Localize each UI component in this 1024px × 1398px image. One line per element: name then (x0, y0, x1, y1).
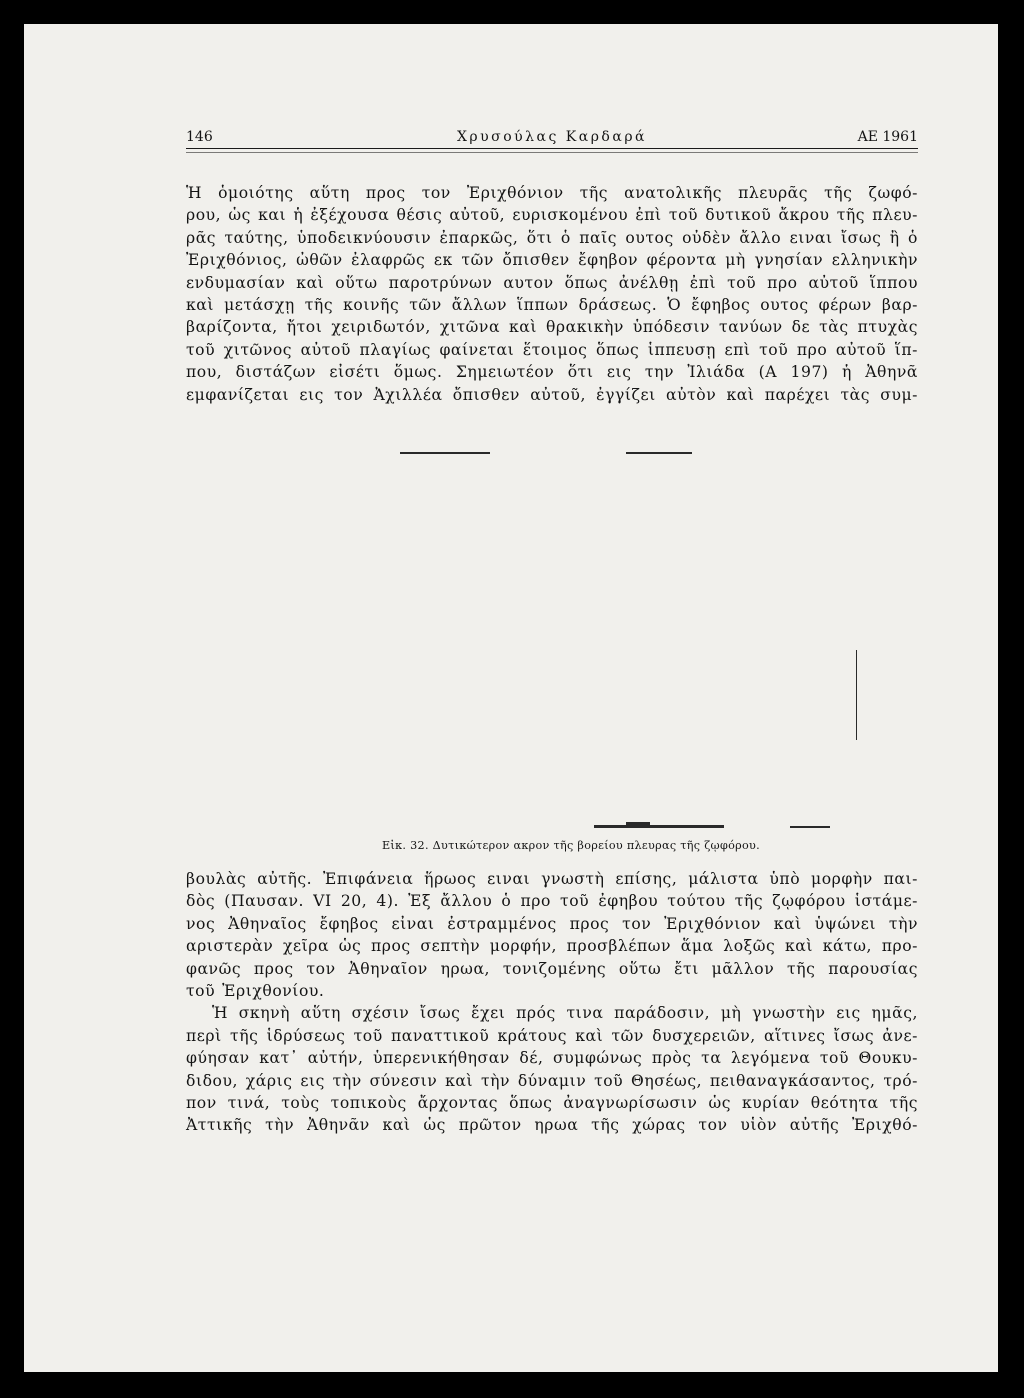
text-line: ρου, ὡς και ἡ ἐξέχουσα θέσις αὐτοῦ, ευρισκομένου ἐπὶ τοῦ δυτικοῦ ἄκρου τῆς πλευ- (186, 206, 918, 225)
text-line: εμφανίζεται εις τον Ἀχιλλέα ὄπισθεν αὐτοῦ, ἐγγίζει αὐτὸν καὶ παρέχει τὰς συμ- (186, 385, 918, 404)
figure (186, 444, 918, 852)
header-rule (186, 152, 918, 153)
page-number: 146 (186, 129, 213, 145)
text-line: αριστερὰν χεῖρα ὡς προς σεπτὴν μορφήν, προσβλέπων ἅμα λοξῶς καὶ κάτω, προ- (186, 937, 918, 956)
running-head-author: Χρυσούλας Καρδαρά (456, 129, 648, 145)
text-line: Ἡ σκηνὴ αὕτη σχέσιν ἴσως ἔχει πρός τινα παράδοσιν, μὴ γνωστὴν εις ημᾶς, (212, 1004, 918, 1023)
text-line: Ἡ ὁμοιότης αὕτη προς τον Ἐριχθόνιον τῆς ανατολικῆς πλευρᾶς τῆς ζωφό- (186, 184, 918, 202)
text-line: καὶ μετάσχῃ τῆς κοινῆς τῶν ἄλλων ἵππων δράσεως. Ὁ ἔφηβος ουτος φέρων βαρ- (186, 295, 918, 314)
figure-mark (626, 822, 650, 827)
paragraph-bottom (186, 868, 918, 1137)
text-line: πον τινά, τοὺς τοπικοὺς ἄρχοντας ὅπως ἀναγνωρίσωσιν ὡς κυρίαν θεότητα τῆς (186, 1093, 918, 1112)
figure-mark (790, 826, 830, 828)
figure-mark (856, 650, 857, 740)
text-line: τοῦ Ἐριχθονίου. (186, 981, 325, 1000)
text-line: νος Ἀθηναῖος ἔφηβος εἰναι ἐστραμμένος προς τον Ἐριχθόνιον καὶ ὑψώνει τὴν (186, 914, 918, 933)
text-line: διδου, χάρις εις τὴν σύνεσιν καὶ τὴν δύναμιν τοῦ Θησέως, πειθαναγκάσαντος, τρό- (186, 1071, 918, 1090)
running-head-journal: ΑΕ 1961 (857, 129, 918, 145)
text-line: δὸς (Παυσαν. VI 20, 4). Ἐξ ἄλλου ὁ προ τοῦ ἐφηβου τούτου τῆς ζῳφόρου ἱστάμε- (186, 892, 918, 911)
text-line: βαρίζοντα, ἤτοι χειριδωτόν, χιτῶνα καὶ θρακικὴν ὑπόδεσιν τανύων δε τὰς πτυχὰς (186, 318, 918, 337)
figure-caption: Εἰκ. 32. Δυτικώτερον ακρον τῆς βορείου πλευρας τῆς ζῳφόρου. (381, 839, 761, 852)
running-head (186, 126, 918, 149)
text-line: ενδυμασίαν καὶ οὕτω παροτρύνων αυτον ὅπως ἀνέλθῃ ἐπὶ τοῦ προ αὐτοῦ ἵππου (186, 273, 918, 292)
text-line: φανῶς προς τον Ἀθηναῖον ηρωα, τονιζομένης οὕτω ἔτι μᾶλλον τῆς παρουσίας (186, 959, 918, 978)
figure-mark (626, 452, 692, 454)
paragraph-top (186, 182, 918, 406)
text-line: βουλὰς αὐτῆς. Ἐπιφάνεια ἥρωος ειναι γνωστὴ επίσης, μάλιστα ὑπὸ μορφὴν παι- (186, 870, 918, 888)
figure-mark (400, 452, 490, 454)
text-line: που, διστάζων εἰσέτι ὅμως. Σημειωτέον ὅτι εις την Ἰλιάδα (Α 197) ἡ Ἀθηνᾶ (186, 363, 918, 382)
text-line: περὶ τῆς ἱδρύσεως τοῦ παναττικοῦ κράτους καὶ τῶν δυσχερειῶν, αἵτινες ἴσως ἀνε- (186, 1026, 918, 1045)
text-line: Ἀττικῆς τὴν Ἀθηνᾶν καὶ ὡς πρῶτον ηρωα τῆς χώρας τον υἱὸν αὐτῆς Ἐριχθό- (186, 1116, 918, 1135)
text-line: τοῦ χιτῶνος αὐτοῦ πλαγίως φαίνεται ἕτοιμος ὅπως ἱππευσῃ επὶ τοῦ προ αὐτοῦ ἵπ- (186, 340, 918, 359)
figure-mark (594, 825, 724, 828)
text-line: Ἐριχθόνιος, ὠθῶν ἐλαφρῶς εκ τῶν ὄπισθεν ἔφηβον φέροντα μὴ γνησίαν ελληνικὴν (186, 251, 918, 270)
text-line: φύησαν κατ᾽ αὐτήν, ὑπερενικήθησαν δέ, συμφώνως πρὸς τα λεγόμενα τοῦ Θουκυ- (186, 1049, 918, 1068)
text-line: ρᾶς ταύτης, ὑποδεικνύουσιν ἐπαρκῶς, ὅτι ὁ παῖς ουτος οὐδὲν ἄλλο ειναι ἴσως ἢ ὁ (186, 228, 918, 247)
